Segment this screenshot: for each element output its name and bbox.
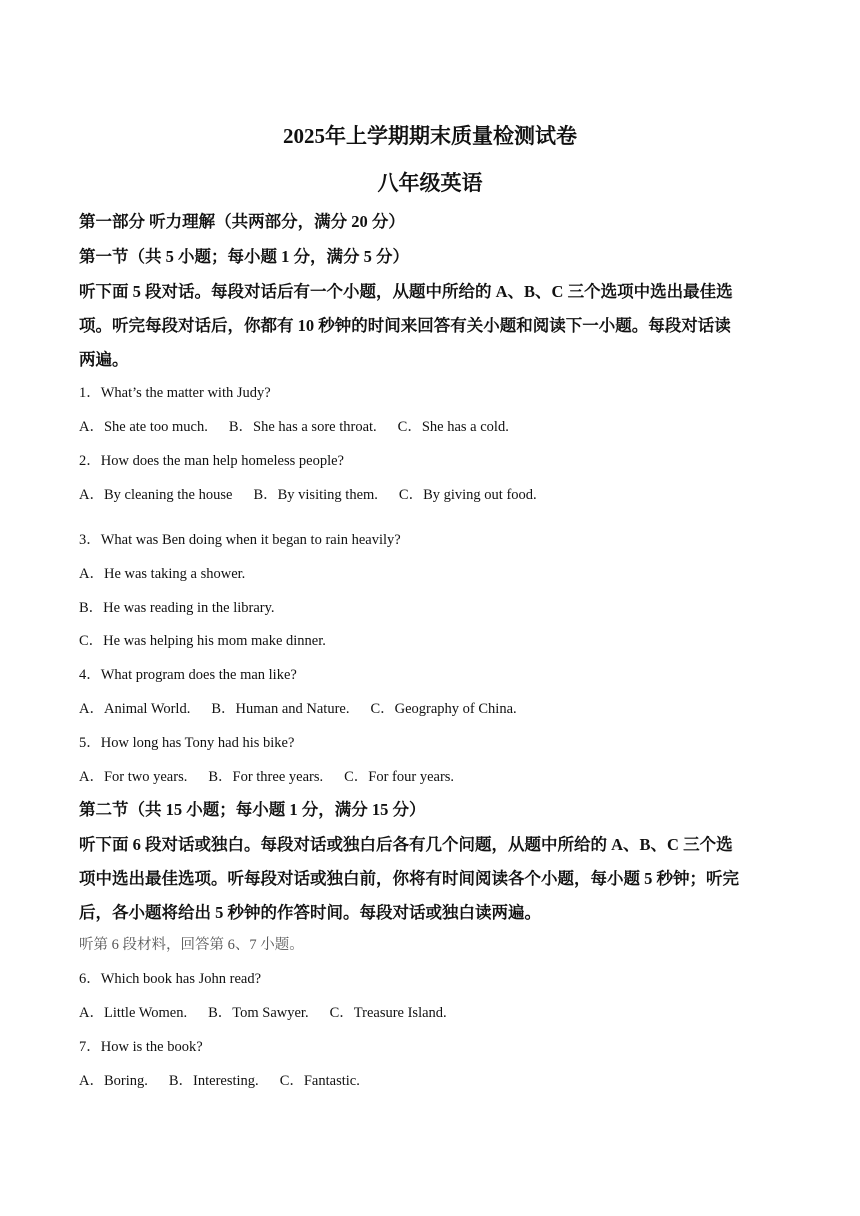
question-options [79, 415, 530, 436]
question-stem: 1．What’s the matter with Judy? [79, 385, 271, 401]
section2-heading: 第二节（共 15 小题；每小题 1 分，满分 15 分） [79, 800, 426, 819]
option-b: B．By visiting them. [253, 487, 378, 503]
option-c: C．Fantastic. [279, 1073, 360, 1089]
question-stem: 5．How long has Tony had his bike? [79, 735, 295, 751]
section2-instruction-line: 后，各小题将给出 5 秒钟的作答时间。每段对话或独白读两遍。 [79, 903, 541, 922]
option-b: B．She has a sore throat. [228, 419, 377, 435]
question-stem: 4．What program does the man like? [79, 667, 297, 683]
option-b: B．Human and Nature. [211, 701, 350, 717]
question-stem: 7．How is the book? [79, 1039, 203, 1055]
section1-instruction-line: 两遍。 [79, 350, 129, 369]
option-c: C．By giving out food. [398, 487, 537, 503]
option-a: A．She ate too much. [79, 419, 208, 435]
option-a: A．Animal World. [79, 701, 191, 717]
section1-instruction-line: 项。听完每段对话后，你都有 10 秒钟的时间来回答有关小题和阅读下一小题。每段对话读 [79, 316, 731, 335]
exam-title: 2025年上学期期末质量检测试卷 [283, 124, 577, 148]
option-c: C．For four years. [344, 769, 455, 785]
option-b: B．Interesting. [168, 1073, 259, 1089]
option-a: A．For two years. [79, 769, 188, 785]
option-b: B．He was reading in the library. [79, 600, 275, 616]
option-c: C．Treasure Island. [329, 1005, 447, 1021]
exam-subtitle: 八年级英语 [377, 171, 483, 195]
section2-instruction-line: 听下面 6 段对话或独白。每段对话或独白后各有几个问题，从题中所给的 A、B、C 三个选 [79, 835, 733, 854]
option-c: C．He was helping his mom make dinner. [79, 633, 326, 649]
part1-heading: 第一部分 听力理解（共两部分，满分 20 分） [79, 212, 405, 231]
material-note: 听第 6 段材料，回答第 6、7 小题。 [79, 937, 304, 953]
option-c: C．She has a cold. [397, 419, 509, 435]
option-a: A．Little Women. [79, 1005, 188, 1021]
section1-instruction-line: 听下面 5 段对话。每段对话后有一个小题，从题中所给的 A、B、C 三个选项中选出最佳选 [79, 282, 733, 301]
section2-instruction-line: 项中选出最佳选项。听每段对话或独白前，你将有时间阅读各个小题，每小题 5 秒钟；听完 [79, 869, 739, 888]
question-options [79, 483, 558, 504]
option-a: A．He was taking a shower. [79, 566, 246, 582]
section1-heading: 第一节（共 5 小题；每小题 1 分，满分 5 分） [79, 247, 409, 266]
question-options [79, 765, 475, 786]
option-c: C．Geography of China. [370, 701, 517, 717]
option-a: A．By cleaning the house [79, 487, 233, 503]
question-stem: 2．How does the man help homeless people? [79, 453, 344, 469]
question-stem: 3．What was Ben doing when it began to rain heavily? [79, 532, 401, 548]
option-b: B．For three years. [208, 769, 324, 785]
question-options [79, 1001, 468, 1022]
option-a: A．Boring. [79, 1073, 148, 1089]
option-b: B．Tom Sawyer. [208, 1005, 309, 1021]
question-options [79, 1069, 381, 1090]
question-stem: 6．Which book has John read? [79, 971, 262, 987]
question-options [79, 697, 538, 718]
